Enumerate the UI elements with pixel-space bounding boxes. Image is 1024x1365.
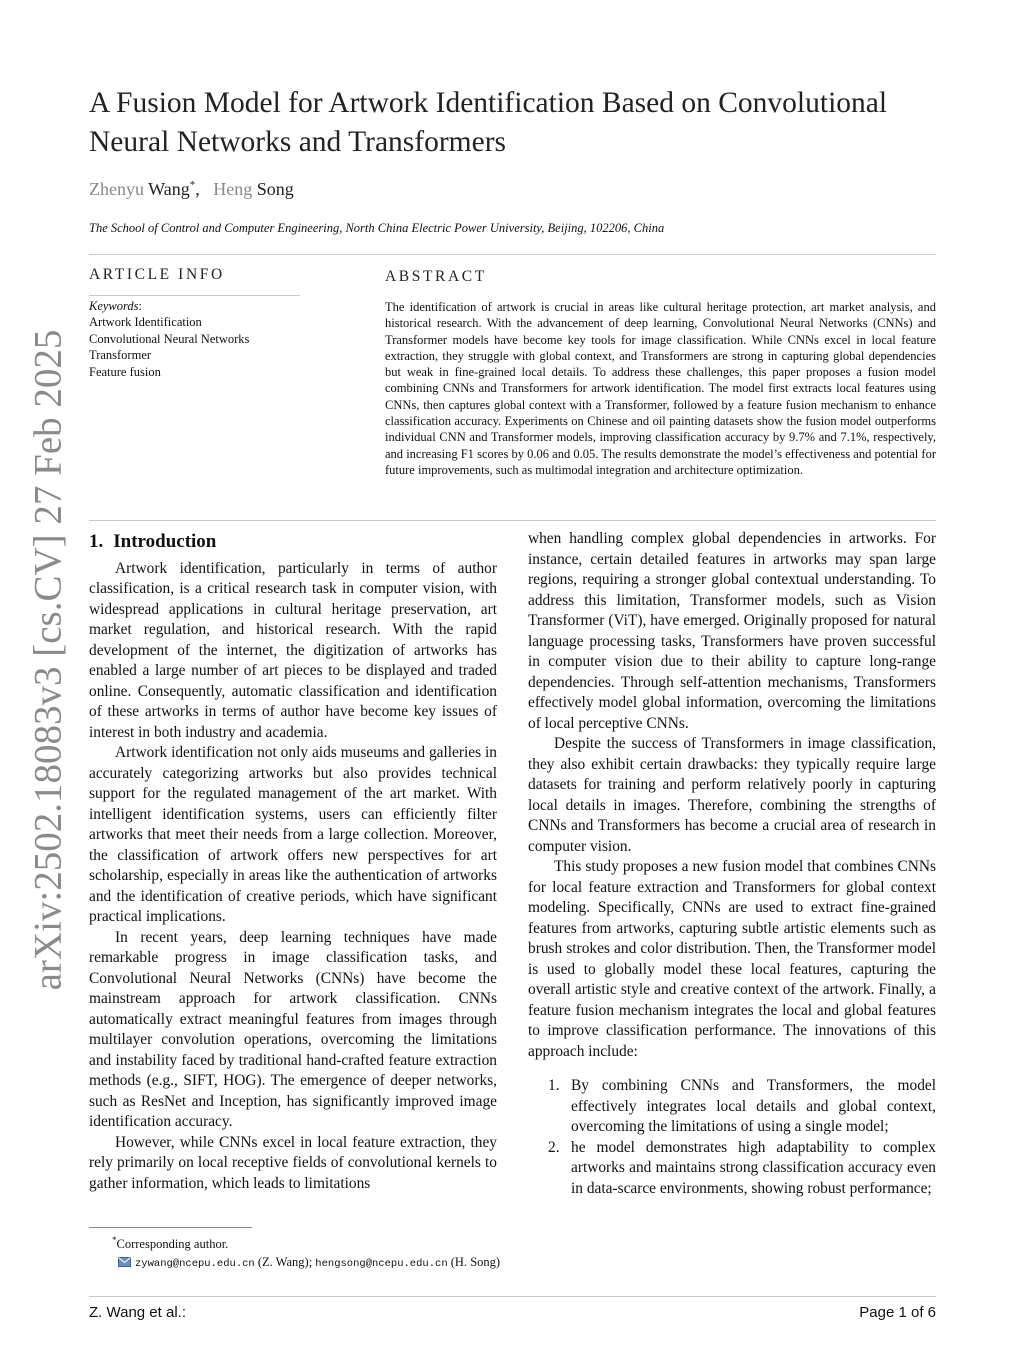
intro-paragraph-6: This study proposes a new fusion model that combines CNNs for local feature extraction and Transformers for global context modeling. Specifically, CNNs are used to extract fine-grained features from artworks, capturing subtle artistic elements such as brush strokes and color distribution. Then, the Transformer model is used to globally model these local features, capturing the overall artistic style and creative context of the artwork. Finally, a feature fusion mechanism integrates the local and global features to improve classification performance. The innovations of this approach include: [528,858,936,1060]
author-1-mark: * [189,179,196,191]
arxiv-sidebar [0,329,96,991]
keywords-label: Keywords [89,299,139,313]
article-info-divider [89,295,300,296]
email-wang-owner: (Z. Wang); [257,1255,313,1270]
intro-paragraph-2: Artwork identification not only aids museums and galleries in accurately categorizing artworks but also provides technical support for the regulated management of the art market. With intelligent identification systems, users can efficiently filter artworks that meet their needs from a large collection. Moreover, the classification of artwork offers new perspectives for art scholarship, especially in areas like the authentication of artworks and the identification of creative periods, which have significant practical implications. [89,744,497,925]
list-item-number: 2. [548,1138,560,1156]
author-1-family: Wang [148,179,190,199]
keyword-item: Convolutional Neural Networks [89,331,250,346]
email-wang[interactable]: zywang@ncepu.edu.cn [135,1258,255,1271]
list-item [528,1138,936,1200]
email-song-owner: (H. Song) [450,1255,501,1270]
title-line-2: Neural Networks and Transformers [89,126,507,158]
abstract-text: The identification of artwork is crucial in areas like cultural heritage protection, art market analysis, and historical research. With the advancement of deep learning, Convolutional Neural Networks (CNNs) and Transformer models have become key tools for image classification. While CNNs excel in local feature extraction, they struggle with global context, and Transformers are strong in capturing global dependencies but weak in fine-grained local details. To address these challenges, this paper proposes a fusion model combining CNNs and Transformers for artwork identification. The model first extracts local features using CNNs, then captures global context with a Transformer, followed by a feature fusion mechanism to enhance classification accuracy. Experiments on Chinese and oil painting datasets show the fusion model outperforms individual CNN and Transformer models, improving classification accuracy by 9.7% and 7.1%, respectively, and increasing F1 scores by 0.06 and 0.05. The results demonstrate the model’s effectiveness and potential for future improvements, such as multimodal integration and architecture optimization. [385,300,936,477]
footnote [112,1231,500,1273]
title-line-1: A Fusion Model for Artwork Identification Based on Convolutional [89,87,888,119]
footnote-corresponding-text: Corresponding author. [116,1237,229,1252]
affiliation: The School of Control and Computer Engineering, North China Electric Power University, Beijing, 102206, China [89,221,665,235]
section-number: 1. [89,531,104,552]
keyword-item: Artwork Identification [89,315,202,330]
list-item-text: he model demonstrates high adaptability to complex artworks and maintains strong classification accuracy even in data-scarce environments, showing robust performance; [571,1138,936,1197]
abstract-heading: ABSTRACT [385,268,487,285]
intro-paragraph-4: However, while CNNs excel in local feature extraction, they rely primarily on local receptive fields of convolutional kernels to gather information, which leads to limitations [89,1133,497,1192]
article-info-heading: ARTICLE INFO [89,266,225,283]
section-title: Introduction [113,531,217,552]
footer-running-head: Z. Wang et al.: [89,1304,186,1321]
right-column [528,529,936,1199]
left-column [89,532,497,1194]
section-heading-introduction [89,532,497,553]
intro-paragraph-1: Artwork identification, particularly in terms of author classification, is a critical research task in computer vision, with widespread applications in cultural heritage preservation, art market regulation, and historical research. With the rapid development of the internet, the digitization of artworks has enabled a large number of art pieces to be displayed and traded online. Consequently, automatic classification and identification of these artworks in terms of author have become key issues of interest in both industry and academia. [89,559,497,741]
abstract-divider [89,520,936,521]
innovation-list [528,1076,936,1199]
footnote-marker: * [112,1235,117,1245]
author-list [89,179,294,200]
keyword-item: Transformer [89,348,152,363]
envelope-icon [118,1257,131,1267]
author-separator: , [195,179,209,199]
author-1-given: Zhenyu [89,179,144,199]
footnote-divider [89,1227,252,1228]
author-2-given: Heng [213,179,253,199]
arxiv-identifier: arXiv:2502.18083v3 [cs.CV] 27 Feb 2025 [26,329,70,991]
list-item-number: 1. [548,1077,560,1094]
paper-title [89,84,949,162]
keyword-item: Feature fusion [89,364,161,379]
keywords-block [89,298,299,380]
footnote-emails [118,1253,500,1273]
author-2-family: Song [256,179,294,199]
list-item [528,1076,936,1138]
list-item-text: By combining CNNs and Transformers, the model effectively integrates local details and global context, overcoming the limitations of using a single model; [571,1077,936,1135]
intro-paragraph-5: Despite the success of Transformers in image classification, they also exhibit certain drawbacks: they typically require large datasets for training and perform relatively poorly in capturing local details in images. Therefore, combining the strengths of CNNs and Transformers has become a crucial area of research in computer vision. [528,735,936,855]
email-song[interactable]: hengsong@ncepu.edu.cn [315,1258,448,1271]
keywords-label-row: Keywords: [89,299,143,313]
footer-page-number: Page 1 of 6 [859,1304,936,1321]
footnote-corresponding [112,1231,500,1253]
header-divider [89,254,936,255]
intro-continuation: when handling complex global dependencies in artworks. For instance, certain detailed features in artworks may span large regions, requiring a stronger global contextual understanding. To address this limitation, Transformer models, such as Vision Transformer (ViT), have emerged. Originally proposed for natural language processing tasks, Transformers have proven successful in computer vision due to their ability to capture long-range dependencies. Through self-attention mechanisms, Transformers effectively model global information, overcoming the limitations of local perceptive CNNs. [528,530,936,732]
intro-paragraph-3: In recent years, deep learning techniques have made remarkable progress in image classification tasks, and Convolutional Neural Networks (CNNs) have become the mainstream approach for artwork classification. CNNs automatically extract meaningful features from images through multilayer convolution operations, overcoming the limitations and instability faced by traditional hand-crafted feature extraction methods (e.g., SIFT, HOG). The emergence of deeper networks, such as ResNet and Inception, has significantly improved image identification accuracy. [89,928,497,1130]
footer-divider [89,1296,936,1297]
